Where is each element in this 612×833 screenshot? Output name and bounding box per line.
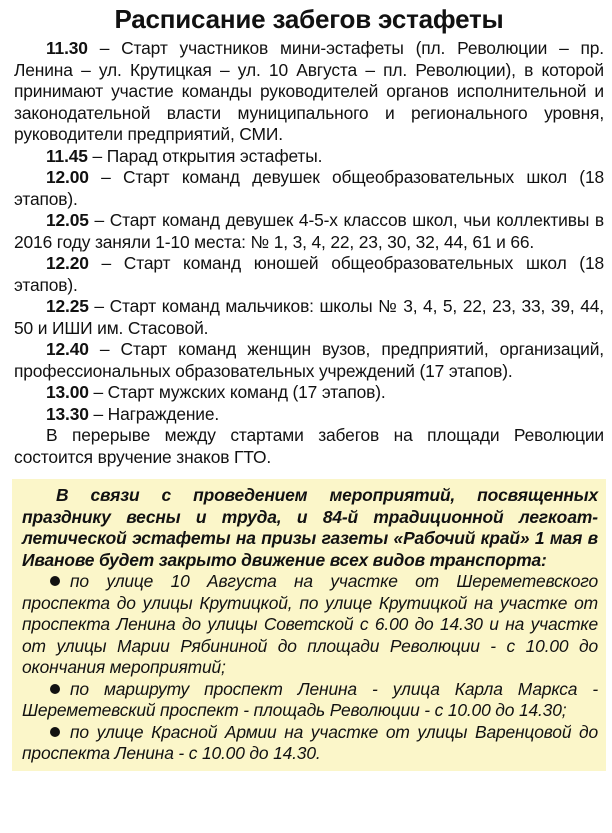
schedule-time: 13.00	[46, 382, 89, 402]
schedule-time: 13.30	[46, 403, 89, 424]
schedule-text: – Старт команд женщин вузов, предприятий, организаций, профессиональных образовательных учреждений (17 этапов).	[14, 339, 604, 381]
schedule-item	[14, 296, 604, 339]
traffic-closure-notice	[12, 479, 606, 771]
schedule-time: 12.25	[46, 296, 89, 316]
notice-list-item	[22, 722, 598, 765]
notice-intro: В связи с проведением мероприятий, посвященных празднику весны и труда, и 84-й традиционной легкоатлетической эстафеты на призы газеты «Рабочий край» 1 мая в Иванове будет закрыто движение всех видов транспорта:	[22, 485, 598, 570]
schedule-time: 12.05	[46, 210, 89, 230]
schedule-time: 11.30	[46, 38, 88, 58]
schedule-text: – Старт мужских команд (17 этапов).	[88, 382, 386, 402]
schedule-text: – Старт команд девушек общеобразовательных школ (18 этапов).	[14, 167, 604, 209]
schedule-item	[14, 253, 604, 296]
bullet-icon	[50, 576, 60, 586]
schedule-time: 12.20	[46, 253, 89, 273]
schedule-note: В перерыве между стартами забегов на площади Революции состоится вручение знаков ГТО.	[14, 425, 604, 467]
article-title: Расписание забегов эстафеты	[114, 4, 504, 34]
schedule-text: – Награждение.	[88, 403, 220, 424]
schedule-item	[14, 382, 604, 404]
notice-item-text: по улице 10 Августа на участке от Шереметевского проспекта до улицы Крутицкой, по улице Крутицкой на участке от проспекта Ленина до улицы Советской с 6.00 до 14.30 и на участке от улицы Марии Рябининой до площади Революции - с 10.00 до окончания мероприятий;	[22, 571, 598, 677]
schedule-text: – Старт команд юношей общеобразовательных школ (18 этапов).	[14, 253, 604, 295]
schedule-text: – Старт команд девушек 4-5-х классов школ, чьи коллективы в 2016 году заняли 1-10 места: № 1, 3, 4, 22, 23, 30, 32, 44, 61 и 66.	[14, 210, 604, 252]
schedule-time: 12.40	[46, 339, 89, 359]
relay-schedule	[14, 38, 604, 468]
schedule-text: – Старт команд мальчиков: школы № 3, 4, 5, 22, 23, 33, 39, 44, 50 и ИШИ им. Стасовой.	[14, 296, 604, 338]
schedule-text: – Старт участников мини-эстафеты (пл. Революции – пр. Ленина – ул. Крутицкая – ул. 10 Августа – пл. Революции), в которой принимают участие команды руководителей органов исполнительной и законодательной власти муниципального и регионального уровня, руководители предприятий, СМИ.	[14, 38, 604, 144]
schedule-item	[14, 404, 604, 426]
notice-item-text: по маршруту проспект Ленина - улица Карла Маркса - Шереметевский проспект - площадь Революции - с 10.00 до 14.30;	[22, 678, 598, 720]
bullet-icon	[50, 727, 60, 737]
notice-item-text: по улице Красной Армии на участке от улицы Варенцовой до проспекта Ленина - с 10.00 до 14.30.	[22, 721, 598, 763]
notice-list-item	[22, 679, 598, 722]
notice-list-item	[22, 571, 598, 679]
schedule-item	[14, 167, 604, 210]
schedule-item	[14, 339, 604, 382]
schedule-time: 11.45	[46, 145, 88, 166]
schedule-time: 12.00	[46, 167, 89, 187]
schedule-item	[14, 210, 604, 253]
schedule-text: – Парад открытия эстафеты.	[87, 145, 323, 166]
schedule-item	[14, 146, 604, 168]
schedule-item	[14, 38, 604, 146]
bullet-icon	[50, 684, 60, 694]
